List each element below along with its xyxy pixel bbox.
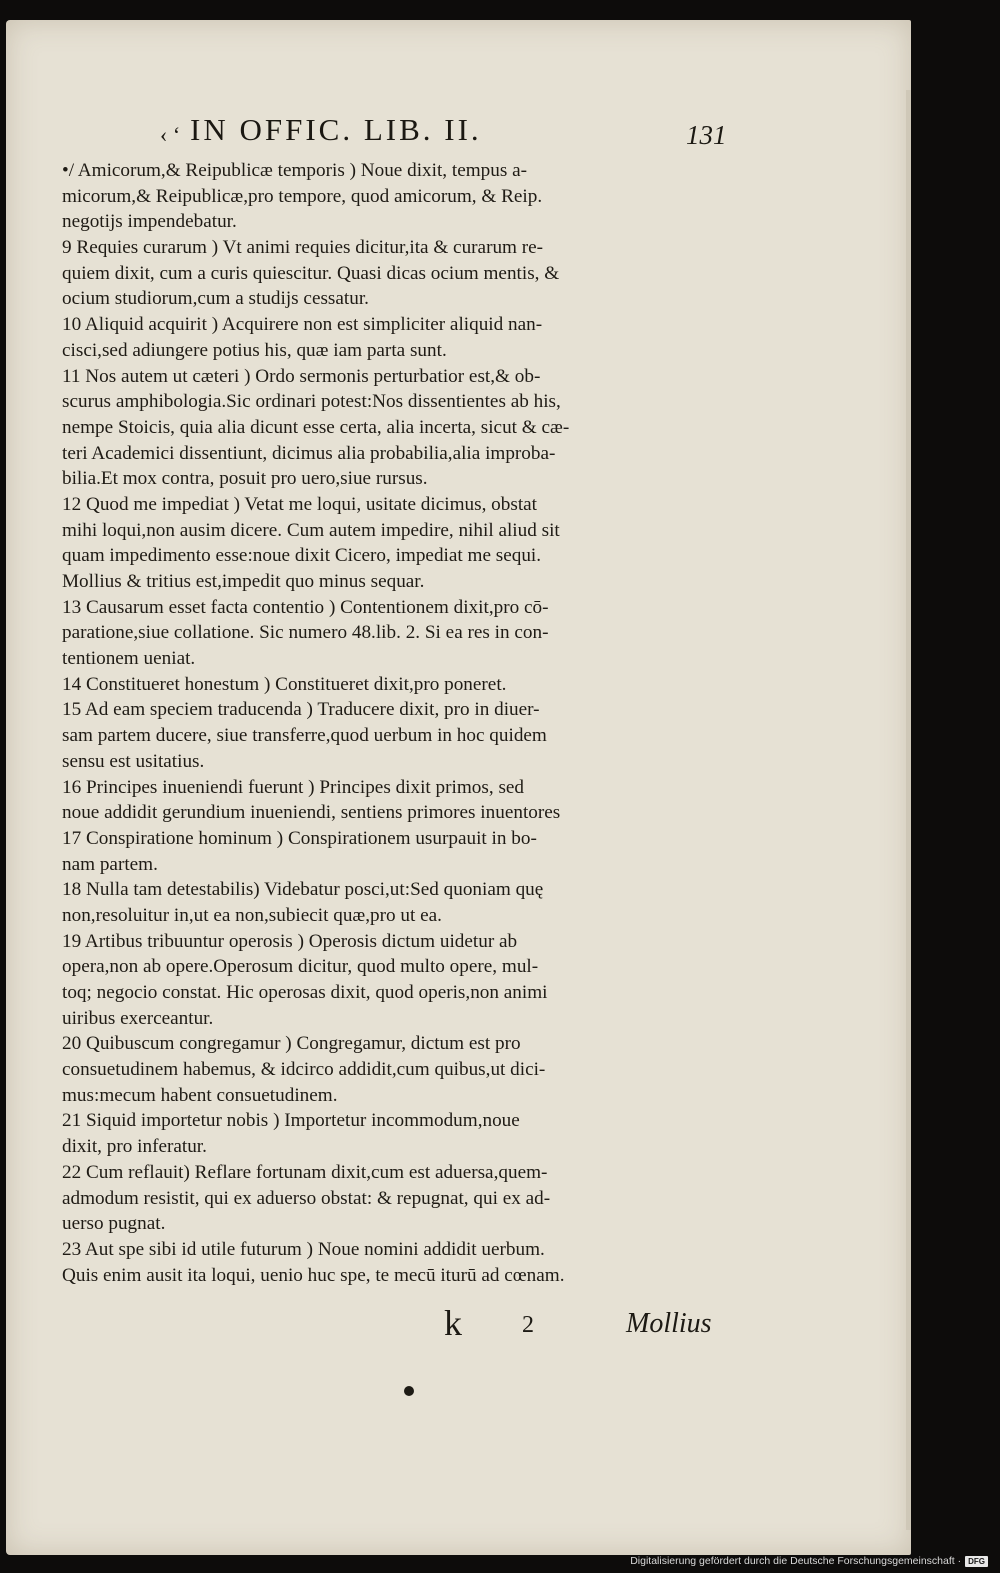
- text-line: consuetudinem habemus, & idcirco addidit,cum quibus,ut dici-: [62, 1059, 546, 1081]
- text-line: nam partem.: [62, 853, 158, 875]
- text-line: 14 Constitueret honestum ) Constitueret dixit,pro poneret.: [62, 673, 507, 695]
- text-line: quam impedimento esse:noue dixit Cicero, impediat me sequi.: [62, 545, 542, 567]
- text-line: Quis enim ausit ita loqui, uenio huc spe, te mecū iturū ad cœnam.: [62, 1264, 565, 1286]
- text-line: cisci,sed adiungere potius his, quæ iam parta sunt.: [62, 339, 447, 361]
- text-line: uiribus exerceantur.: [62, 1007, 214, 1029]
- text-line: 12 Quod me impediat ) Vetat me loqui, usitate dicimus, obstat: [62, 493, 537, 515]
- header-mark: ‹ ‘: [160, 122, 181, 147]
- signature-mark: k: [444, 1303, 462, 1343]
- page-number: 131: [686, 120, 727, 150]
- text-line: negotijs impendebatur.: [62, 211, 237, 233]
- text-line: 17 Conspiratione hominum ) Conspirationem usurpauit in bo-: [62, 827, 537, 849]
- text-line: scurus amphibologia.Sic ordinari potest:Nos dissentientes ab his,: [62, 391, 561, 413]
- text-line: •/ Amicorum,& Reipublicæ temporis ) Noue dixit, tempus a-: [62, 160, 528, 181]
- text-line: uerso pugnat.: [62, 1213, 166, 1235]
- catchword: Mollius: [626, 1308, 712, 1339]
- text-line: noue addidit gerundium inueniendi, sentiens primores inuentores: [62, 802, 561, 824]
- text-line: 16 Principes inueniendi fuerunt ) Principes dixit primos, sed: [62, 776, 525, 798]
- text-line: opera,non ab opere.Operosum dicitur, quod multo opere, mul-: [62, 956, 539, 978]
- text-line: sam partem ducere, siue transferre,quod uerbum in hoc quidem: [62, 725, 547, 747]
- text-line: 10 Aliquid acquirit ) Acquirere non est simpliciter aliquid nan-: [62, 314, 543, 336]
- text-line: bilia.Et mox contra, posuit pro uero,siue rursus.: [62, 468, 428, 490]
- signature-number: 2: [522, 1312, 534, 1338]
- running-header: [160, 112, 740, 152]
- text-line: nempe Stoicis, quia alia dicunt esse certa, alia incerta, sicut & cæ-: [62, 416, 570, 438]
- text-line: ocium studiorum,cum a studijs cessatur.: [62, 288, 369, 310]
- text-line: tentionem ueniat.: [62, 648, 196, 670]
- text-line: non,resoluitur in,ut ea non,subiecit quæ,pro ut ea.: [62, 904, 442, 926]
- text-line: 22 Cum reflauit) Reflare fortunam dixit,cum est aduersa,quem-: [62, 1161, 548, 1183]
- running-title: IN OFFIC. LIB. II.: [190, 112, 482, 147]
- footer-credit: Digitalisierung gefördert durch die Deutsche Forschungsgemeinschaft ·: [630, 1555, 962, 1567]
- text-line: 15 Ad eam speciem traducenda ) Traducere dixit, pro in diuer-: [62, 699, 540, 721]
- text-line: 9 Requies curarum ) Vt animi requies dicitur,ita & curarum re-: [62, 237, 544, 259]
- text-line: admodum resistit, qui ex aduerso obstat: & repugnat, qui ex ad-: [62, 1187, 551, 1209]
- text-line: 11 Nos autem ut cæteri ) Ordo sermonis perturbatior est,& ob-: [62, 365, 541, 387]
- text-line: mus:mecum habent consuetudinem.: [62, 1084, 338, 1106]
- text-line: 13 Causarum esset facta contentio ) Contentionem dixit,pro cō-: [62, 596, 549, 618]
- text-line: teri Academici dissentiunt, dicimus alia probabilia,alia improba-: [62, 442, 556, 464]
- catchline: [0, 1302, 1000, 1342]
- text-line: mihi loqui,non ausim dicere. Cum autem impedire, nihil aliud sit: [62, 519, 560, 541]
- commentary-text: [62, 158, 730, 1288]
- text-line: sensu est usitatius.: [62, 750, 205, 772]
- text-line: toq; negocio constat. Hic operosas dixit, quod operis,non animi: [62, 982, 548, 1003]
- dfg-logo-icon: DFG: [965, 1556, 988, 1567]
- text-line: 21 Siquid importetur nobis ) Importetur incommodum,noue: [62, 1110, 520, 1132]
- text-line: dixit, pro inferatur.: [62, 1136, 207, 1158]
- text-line: paratione,siue collatione. Sic numero 48.lib. 2. Si ea res in con-: [62, 622, 549, 644]
- text-line: 20 Quibuscum congregamur ) Congregamur, dictum est pro: [62, 1033, 521, 1055]
- text-line: Mollius & tritius est,impedit quo minus sequar.: [62, 571, 425, 592]
- digitization-footer: [630, 1554, 988, 1568]
- text-line: 18 Nulla tam detestabilis) Videbatur posci,ut:Sed quoniam quę: [62, 879, 544, 901]
- text-line: micorum,& Reipublicæ,pro tempore, quod amicorum, & Reip.: [62, 185, 543, 207]
- ink-spot: [404, 1386, 414, 1396]
- text-line: 19 Artibus tribuuntur operosis ) Operosis dictum uidetur ab: [62, 930, 518, 952]
- text-line: quiem dixit, cum a curis quiescitur. Quasi dicas ocium mentis, &: [62, 262, 560, 284]
- text-line: 23 Aut spe sibi id utile futurum ) Noue nomini addidit uerbum.: [62, 1238, 545, 1260]
